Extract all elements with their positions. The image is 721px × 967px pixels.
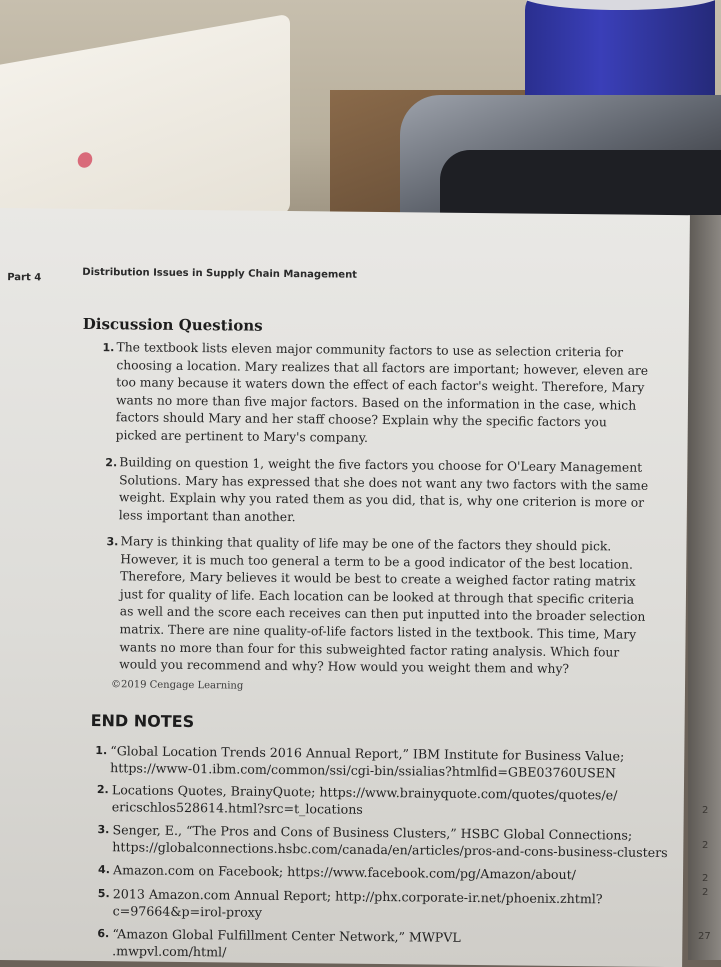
- discussion-question: [106, 533, 646, 679]
- adjacent-page-edge: [688, 215, 721, 960]
- question-line: too many because it waters down the effect of each factor's weight. Therefore, Mary: [116, 375, 645, 395]
- part-label: Part 4: [7, 272, 42, 284]
- note-line: Senger, E., “The Pros and Cons of Business Clusters,” HSBC Global Connections;: [112, 822, 633, 843]
- note-line: c=97664&p=irol-proxy: [112, 903, 263, 920]
- question-line: less important than another.: [118, 508, 296, 524]
- question-line: wants no more than five major factors. Based on the information in the case, which: [115, 393, 637, 413]
- question-line: matrix. There are nine quality-of-life factors listed in the textbook. This time, Mary: [119, 622, 637, 642]
- edge-number: 2: [702, 873, 709, 884]
- question-line: would you recommend and why? How would you weight them and why?: [119, 657, 570, 677]
- end-notes-heading: END NOTES: [90, 710, 195, 732]
- question-line: Building on question 1, weight the five factors you choose for O'Leary Management: [119, 455, 643, 475]
- question-line: However, it is much too general a term to be a good indicator of the best location.: [120, 551, 633, 572]
- note-line: ericschlos528614.html?src=t_locations: [111, 799, 363, 817]
- question-line: factors should Mary and her staff choose? Explain why the specific factors you: [115, 410, 607, 430]
- note-line: Locations Quotes, BrainyQuote; https://www.brainyquote.com/quotes/quotes/e/: [111, 782, 618, 803]
- edge-number: 2: [702, 805, 709, 816]
- question-line: picked are pertinent to Mary's company.: [115, 428, 369, 445]
- end-note: [95, 742, 625, 781]
- question-line: just for quality of life. Each location can be looked at through that specific criteria: [119, 587, 635, 607]
- edge-number: 27: [698, 931, 711, 942]
- end-note: [96, 781, 618, 820]
- note-line: https://www-01.ibm.com/common/ssi/cgi-bin/ssialias?htmlfid=GBE03760USEN: [110, 760, 617, 781]
- note-number: 1.: [95, 744, 108, 758]
- running-header-title: Distribution Issues in Supply Chain Management: [82, 266, 358, 281]
- book-page: [0, 208, 690, 967]
- edge-number: 2: [702, 840, 709, 851]
- question-line: as well and the score each receives can then put inputted into the broader selection: [119, 604, 646, 625]
- note-line: “Amazon Global Fulfillment Center Network,” MWPVL: [112, 926, 461, 945]
- edge-number: 2: [702, 887, 709, 898]
- note-number: 4.: [98, 863, 110, 877]
- note-line: .mwpvl.com/html/: [112, 943, 227, 960]
- copyright-notice: ©2019 Cengage Learning: [110, 679, 244, 692]
- note-line: Amazon.com on Facebook; https://www.facebook.com/pg/Amazon/about/: [112, 862, 577, 883]
- note-number: 3.: [97, 823, 110, 837]
- question-line: Therefore, Mary believes it would be best to create a weighed factor rating matrix: [120, 569, 636, 589]
- discussion-question: [105, 454, 649, 530]
- note-line: https://globalconnections.hsbc.com/canada/en/articles/pros-and-cons-business-clusters: [112, 839, 668, 861]
- note-number: 2.: [96, 783, 109, 797]
- note-line: “Global Location Trends 2016 Annual Report,” IBM Institute for Business Value;: [110, 743, 625, 764]
- end-note: [97, 925, 461, 963]
- discussion-questions-heading: Discussion Questions: [82, 314, 263, 335]
- note-number: 6.: [97, 927, 110, 941]
- end-note: [97, 885, 603, 924]
- question-number: 1.: [102, 341, 115, 355]
- end-note: [98, 861, 577, 883]
- question-line: The textbook lists eleven major community factors to use as selection criteria for: [116, 340, 624, 360]
- question-line: Solutions. Mary has expressed that she does not want any two factors with the same: [119, 472, 649, 493]
- question-number: 3.: [106, 535, 119, 549]
- question-line: Mary is thinking that quality of life may be one of the factors they should pick.: [120, 534, 612, 554]
- question-line: choosing a location. Mary realizes that all factors are important; however, eleven are: [116, 357, 649, 378]
- discussion-question: [102, 339, 649, 450]
- question-line: weight. Explain why you rated them as you did, that is, why one criterion is more or: [118, 490, 645, 510]
- question-number: 2.: [105, 456, 118, 470]
- note-number: 5.: [97, 887, 110, 901]
- end-note: [97, 821, 668, 861]
- question-line: wants no more than four for this subweighted factor rating analysis. Which four: [119, 639, 620, 660]
- note-line: 2013 Amazon.com Annual Report; http://phx.corporate-ir.net/phoenix.zhtml?: [112, 886, 603, 907]
